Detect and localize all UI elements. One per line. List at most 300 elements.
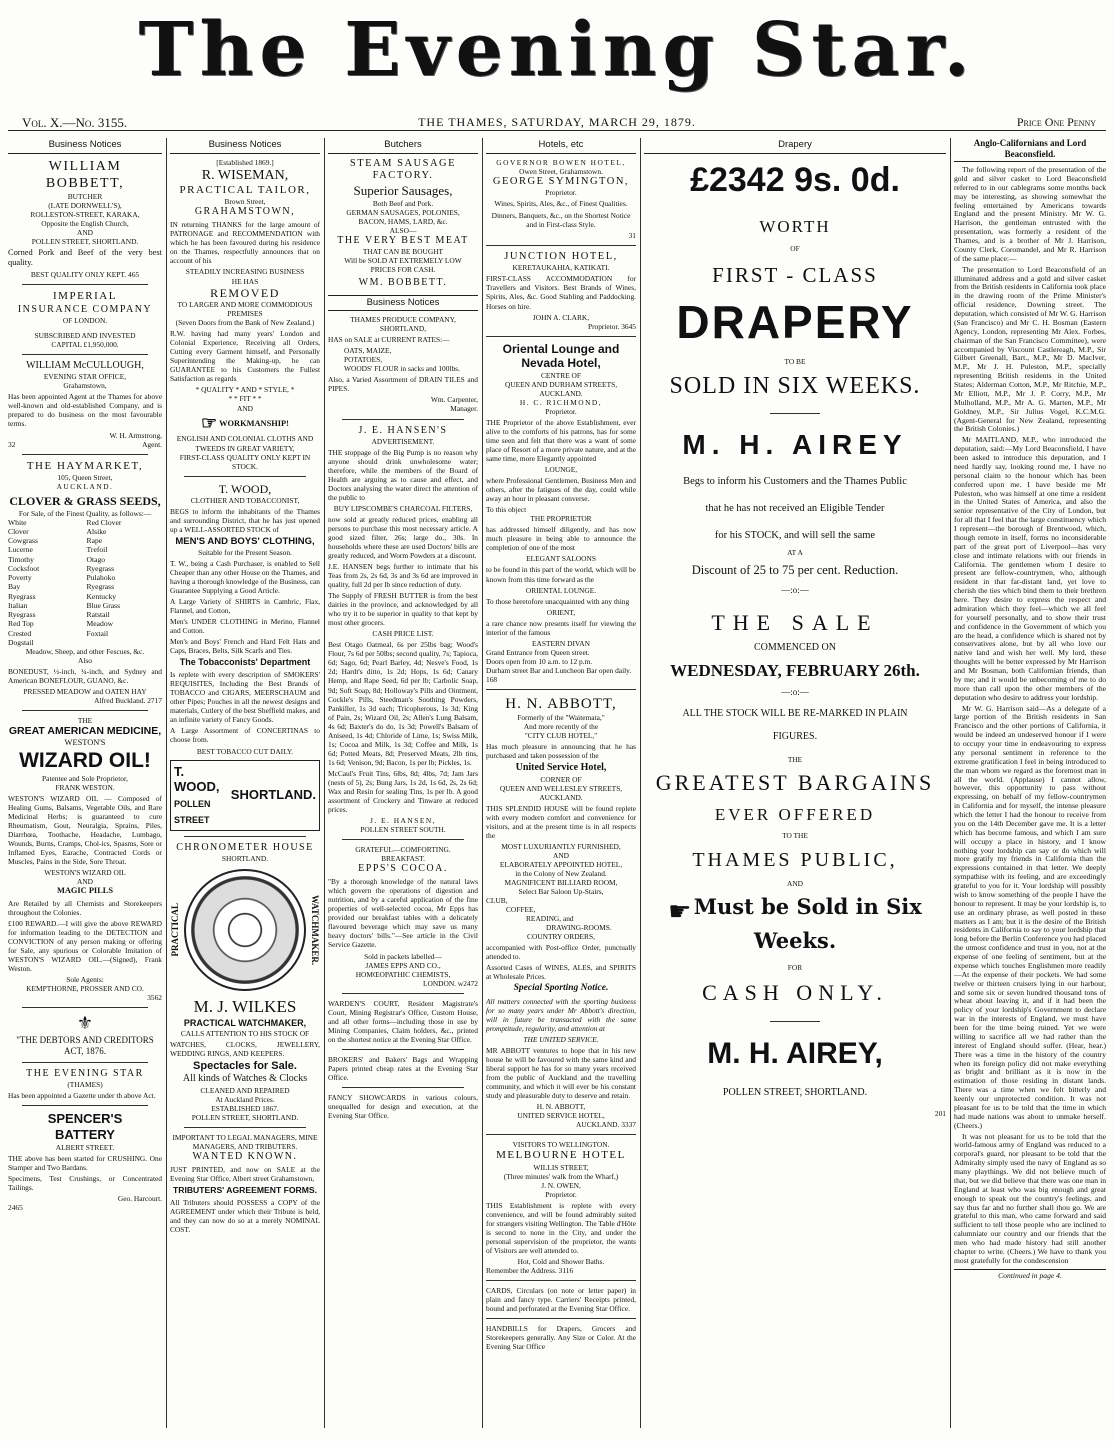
must-sell-line xyxy=(644,894,946,953)
ad-title: CASH ONLY. xyxy=(702,980,888,1006)
ad-line: for his STOCK, and will sell the same xyxy=(714,529,876,541)
ad-line: POLLEN STREET, SHORTLAND. xyxy=(722,1086,868,1098)
mcculloch-ad xyxy=(8,360,162,448)
continued-note: Continued in page 4. xyxy=(954,1269,1106,1281)
ad-body: All Tributers should POSSESS a COPY of the AGREEMENT under which their Tribute is held, and they can now do so at a merely NOMINAL COST. xyxy=(170,1197,320,1234)
section-heading: Drapery xyxy=(644,138,946,154)
ad-line: GRAHAMSTOWN, xyxy=(194,206,296,218)
seed-list-right xyxy=(87,518,162,648)
ad-line: At Auckland Prices. xyxy=(215,1094,275,1104)
ad-title: GREATEST BARGAINS xyxy=(655,769,935,795)
hansen-ad xyxy=(328,425,478,835)
ad-line: J. E. HANSEN, xyxy=(369,815,437,825)
ad-body: WATCHES, CLOCKS, JEWELLERY, WEDDING RINGS, AND KEEPERS. xyxy=(170,1039,320,1058)
ad-line: [Established 1869.] xyxy=(216,157,274,167)
ad-line: PRESSED MEADOW and OATEN HAY xyxy=(23,687,147,697)
ad-line: DRAWING-ROOMS. xyxy=(546,923,612,932)
ad-line: WOODS' FLOUR in sacks and 100lbs. xyxy=(344,364,460,374)
ad-line: * * FIT * * xyxy=(228,394,262,404)
ad-line: JOHN A. CLARK, xyxy=(532,312,590,322)
ad-title: United Service Hotel, xyxy=(515,762,607,774)
ad-body: Has been appointed Agent at the Thames for above well-known and old-established Company, and is prepared to do business on the most favourable terms. xyxy=(8,392,162,429)
ad-line: QUEEN AND WELLESLEY STREETS, xyxy=(499,783,623,793)
ad-title: EPPS'S COCOA. xyxy=(358,863,448,875)
ad-line: EVENING STAR OFFICE, xyxy=(43,372,127,382)
ad-body: THE above has been started for CRUSHING. One Stamper and Two Bardans. xyxy=(8,1153,162,1172)
ad-title: WIZARD OIL! xyxy=(19,749,151,773)
ad-line: Owen Street, Grahamstown. xyxy=(519,166,603,176)
ad-title: SOLD IN SIX WEEKS. xyxy=(669,372,921,399)
ad-line: Proprietor. xyxy=(545,406,577,416)
ad-line: Durham street Bar and Luncheon Bar open daily. 168 xyxy=(486,665,632,684)
ad-line: CLOTHIER AND TOBACCONIST, xyxy=(190,496,300,506)
pointing-hand-icon: ☞ xyxy=(201,412,218,433)
spencer-battery-ad xyxy=(8,1111,162,1212)
ad-line: EASTERN DIVAN xyxy=(532,638,590,648)
ad-line: Remember the Address. 3116 xyxy=(486,1265,574,1275)
ad-line: KERETAUKAHIA, KATIKATI. xyxy=(512,263,610,273)
ad-line: Begs to inform his Customers and the Thames Public xyxy=(683,475,907,487)
ad-line: POLLEN STREET SOUTH. xyxy=(360,824,446,834)
ad-line: CLUB, xyxy=(486,895,508,905)
ad-number: 201 xyxy=(934,1108,946,1118)
article-paragraph: Mr MAITLAND, M.P., who introduced the deputation, said:—My Lord Beaconsfield, I have been asked to introduce this deputation, and I need hardly say, looking round me, I have no personal claim to the honour which has been conferred upon me. I have beside me Mr Puleston, who was himself at one time a resident in the United States of America, and also the senior representative of the City of London, but for all that I feel that the large constituency which I represent—the borough of Brentwood, which, though remote in itself, forms no inconsiderable part of the great port of Liverpool—has very close and intimate relations with our friends in California. The gentlemen whom I desire to present are fellow-countrymen, who, although resident in that far-distant land, yet love to cherish the ties which bind them to their brethren here. They desire to express the respect and admiration which they feel—which we all feel for yourself personally, and to show their trust and confidence in the Government of which you are the head, a confidence which is shared not by conservatives alone, but by all who love our native land and wish her well. My lord, these thoughts will be better expressed by Mr Harrison and Mr Bosman, both Californian friends, than by me; and it would be unbecoming of me to do more than call upon the other members of the deputation who desire to address your lordship. xyxy=(954,435,1106,702)
ad-line: AUCKLAND. 3337 xyxy=(576,1120,636,1130)
ad-line: Opposite the English Church, xyxy=(41,218,129,228)
ad-title: M. J. WILKES xyxy=(193,997,297,1017)
ad-title: CHRONOMETER HOUSE xyxy=(176,841,314,853)
ad-title: "THE DEBTORS AND CREDITORS xyxy=(16,1035,154,1045)
ad-line: Sole Agents: xyxy=(66,974,104,984)
ad-body: J.E. HANSEN begs further to intimate that his Teas from 2s, 2s 6d, 3s and 3s 6d are improved in quality, full 2d per lb since reduction of duty. xyxy=(328,562,478,590)
ad-line: Grahamstown, xyxy=(63,381,107,391)
ad-line: H. N. ABBOTT, xyxy=(536,1102,586,1112)
section-heading: Butchers xyxy=(328,138,478,154)
ad-line: CLEANED AND REPAIRED xyxy=(200,1085,290,1095)
ad-title: CLOVER & GRASS SEEDS, xyxy=(9,494,161,509)
ad-body: Is replete with every description of SMOKERS' REQUISITES, Including the Best Brands of TOBACCO and CIGARS, MEERSCHAUM and other Pipes; Pouches in all the newest designs and materials, Cutlery of the best Sheffield makes, and an infinite variety of Fancy Goods. xyxy=(170,670,320,725)
ad-line: AUCKLAND. xyxy=(539,388,583,398)
ad-line: AND xyxy=(552,850,569,860)
ad-line: THAT CAN BE BOUGHT xyxy=(362,247,444,257)
ad-number: 3562 xyxy=(147,993,162,1003)
ad-body: Men's and Boys' French and Hard Felt Hats and Caps, Braces, Belts, Silk Scarfs and Ties. xyxy=(170,637,320,656)
printing-notice: CARDS, Circulars (on note or letter paper) in plain and fancy type. Carriers' Receipts printed, bound and perforated at the Evening Star Office. xyxy=(486,1286,636,1314)
ad-line: BEST QUALITY ONLY KEPT. 465 xyxy=(30,270,140,280)
section-heading: Business Notices xyxy=(170,138,320,154)
ad-line: Also, a Varied Assortment of DRAIN TILES and PIPES. xyxy=(328,375,478,394)
haymarket-ad xyxy=(8,460,162,706)
ad-line: (LATE DORNWELL'S), xyxy=(48,200,122,210)
ad-body: Specimens, Test Crushings, or Concentrated Tailings. xyxy=(8,1174,162,1193)
ad-line: BUTCHER xyxy=(67,191,103,201)
ad-line: Meadow, Sheep, and other Fescues, &c. xyxy=(25,647,145,657)
ad-line: Proprietor. 3645 xyxy=(587,321,636,331)
ad-line: 105, Queen Street, xyxy=(57,472,113,482)
ad-body: WESTON'S WIZARD OIL — Composed of Healing Gums, Balsams, Vegetable Oils, and Rare Medicinal Herbs; is guaranteed to cure Rheumatism, Gout, Neuralgia, Sprains, Piles, Diarrhœa, Toothache, Headache, Lumbago, Wounds, Burns, Cramps, Chol-ics, Spasms, Sore or Inflamed Eyes, Earache, Contracted Cords or Muscles, Pains in the Side, Sore Throat. xyxy=(8,794,162,867)
ad-line: GRATEFUL—COMFORTING. xyxy=(355,845,451,855)
ad-line: FIRST-CLASS QUALITY ONLY KEPT IN STOCK. xyxy=(179,452,311,471)
ad-line: ADVERTISEMENT. xyxy=(371,436,435,446)
ad-line: READING, and xyxy=(526,913,574,923)
ad-title: SPENCER'S xyxy=(47,1111,123,1127)
ad-signature: M. H. AIREY, xyxy=(707,1037,883,1071)
ad-line: OF LONDON. xyxy=(62,316,108,326)
seed-item: Rape xyxy=(86,536,103,546)
ad-line: VISITORS TO WELLINGTON. xyxy=(512,1140,610,1150)
ad-title: MEN'S AND BOYS' CLOTHING, xyxy=(175,536,315,548)
ad-title: THE SALE xyxy=(711,609,879,635)
ad-line: TO THE xyxy=(782,831,808,841)
ad-line: BONEDUST, ½-inch, ¼-inch, and Sydney and American BONEFLOUR, GUANO, &c. xyxy=(8,667,162,686)
ad-line: Grand Entrance from Queen street. xyxy=(486,647,590,657)
ad-line: JAMES EPPS AND CO., xyxy=(365,960,441,970)
ad-line: POLLEN STREET, SHORTLAND. xyxy=(31,236,139,246)
seed-item: Timothy xyxy=(8,554,34,564)
ad-line: SHORTLAND. xyxy=(221,854,269,864)
ad-line: BACON, HAMS, LARD, &c. xyxy=(358,217,448,227)
ad-line: W. H. Armstrong, xyxy=(109,430,162,440)
ad-line: ALL THE STOCK WILL BE RE-MARKED IN PLAIN xyxy=(682,708,908,720)
ad-number: 31 xyxy=(628,230,636,240)
seed-item: Poverty Bay Ryegrass xyxy=(8,573,36,601)
ad-body: THIS SPLENDID HOUSE will be found replete with every modern comfort and convenience for visitors, and at the present time is in all respects the xyxy=(486,803,636,840)
volume-number: Vol. X.—No. 3155. xyxy=(22,115,128,130)
wood-ad xyxy=(170,482,320,831)
ad-line: (Three minutes' walk from the Wharf,) xyxy=(503,1171,619,1181)
ad-line: WORKMANSHIP! xyxy=(219,418,289,428)
ad-line: STEADILY INCREASING BUSINESS xyxy=(185,267,305,277)
column-2 xyxy=(170,138,320,1428)
ad-title: R. WISEMAN, xyxy=(201,167,289,183)
sale-price: £2342 9s. 0d. xyxy=(690,160,900,199)
ad-title: IMPORTANT TO LEGAL MANAGERS, MINE MANAGERS, AND TRIBUTERS. xyxy=(172,1132,318,1151)
ad-line: AND xyxy=(76,877,93,887)
seed-list-left xyxy=(8,518,83,648)
ad-line: Patentee and Sole Proprietor, xyxy=(42,774,128,784)
wilkes-ad xyxy=(170,842,320,1122)
ad-body: "By a thorough knowledge of the natural laws which govern the operations of digestion and nutrition, and by a careful application of the fine properties of well-selected cocoa, Mr Epps has provided our breakfast tables with a delicately flavoured beverage which may save us many heavy doctors' bills."—See article in the Civil Service Gazette. xyxy=(328,877,478,950)
ad-line: MOST LUXURIANTLY FURNISHED, xyxy=(501,841,621,851)
ad-body: where Professional Gentlemen, Business Men and others, after the fatigues of the day, could while away an hour in pleasant converse. xyxy=(486,476,636,504)
ad-line: THE UNITED SERVICE. xyxy=(523,1034,599,1044)
ad-line: PRACTICAL WATCHMAKER, xyxy=(183,1017,307,1028)
ad-line: Proprietor. xyxy=(545,1189,577,1199)
ad-line: Formerly of the "Waitemata," xyxy=(517,713,605,723)
ad-line: HE HAS xyxy=(231,276,259,286)
dateline xyxy=(8,112,1106,131)
ad-line: POTATOES, xyxy=(344,355,383,365)
seed-item: Ratstail xyxy=(86,610,110,620)
article-paragraph: The presentation to Lord Beaconsfield of an illuminated address and a gold and silver casket from the British residents in California took place in the drawing room of the Prime Minister's official residence, Downing street. The deputation, which consisted of Mr W. G. Harrison (San Francisco) and Mr C. H. Bosman (Eastern Agency, London, representing Mr Alex. Forbes, chairman of the San Francisco Committee), were accompanied by Viscount Castlereagh, M.P., Sir Gilbert Greenall, Bart., M.P., Mr D. MacIver, M.P., Mr J. H. Puleston, M.P., specially representing British residents in the United States; Alderman Cotton, M.P., Mr Ritchie, M.P., Mr Elliott, M.P., Mr J. P. Corry, M.P., Mr Mulholland, M.P., Mr A. G. Marten, M.P., Mr Goldney, M.P., Sir Julius Vogel, K.C.M.G. (Agent-General for New Zealand, representing the British Colonies.) xyxy=(954,264,1106,434)
workmanship-line xyxy=(170,413,320,435)
ad-line: in the Colony of New Zealand. xyxy=(515,868,607,878)
ad-title: THE VERY BEST MEAT xyxy=(337,235,469,247)
ad-line: Brown Street, xyxy=(224,197,266,207)
ad-line: FRANK WESTON. xyxy=(55,783,115,793)
ad-title: Special Sporting Notice. xyxy=(513,983,609,994)
drapery-advertisement: Drapery £2342 9s. 0d. WORTH OF FIRST - CLASS DRAPERY TO BE SOLD IN SIX WEEKS. M. H. AIREY Begs to inform his Customers and the Thames Public that he has not received an Eligible Tender for his STOCK, and will sell the same AT A Discount of 25 to 75 per cent. Reduction. —:o:— THE SALE COMMENCED ON WEDNESDAY, FEBRUARY 26th. —:o:— ALL THE STOCK WILL BE RE-MARKED IN PLAIN FIGURES. THE GREATEST BARGAINS EVER OFFERED TO THE THAMES PUBLIC, AND ☛ Must be Sold in Six Weeks. FOR CASH ONLY. M. H. AIREY, POLLEN STREET, SHORTLAND. 201 xyxy=(644,138,946,1428)
ad-line: AND xyxy=(76,227,93,237)
ad-body: THE Proprietor of the above Establishment, ever alive to the comforts of his patrons, has for some time seen and felt that there was a want of some place of Resort of a more private nature, and at the same time, more Elegantly appointed xyxy=(486,418,636,464)
seed-item: Red Top xyxy=(8,619,34,629)
abbott-ad xyxy=(486,695,636,981)
seed-item: Lucerne xyxy=(8,545,33,555)
ad-line: Are Retailed by all Chemists and Storekeepers throughout the Colonies. xyxy=(8,898,162,917)
epps-cocoa-ad xyxy=(328,845,478,988)
ad-line: ELEGANT SALOONS xyxy=(526,554,596,564)
melbourne-hotel-ad xyxy=(486,1140,636,1275)
ad-title: THAMES PRODUCE COMPANY, xyxy=(350,315,456,325)
ad-body: To those heretofore unacquainted with any thing xyxy=(486,596,630,606)
ad-line: Agent. xyxy=(142,439,162,449)
ad-body: has addressed himself diligently, and has now much pleasure in being able to announce the completion of one of the most xyxy=(486,525,636,553)
ad-line: CALLS ATTENTION TO HIS STOCK OF xyxy=(180,1028,310,1038)
sausage-factory-ad xyxy=(328,158,478,290)
ad-line: THE xyxy=(77,716,93,726)
ad-body: The Supply of FRESH BUTTER is from the best dairies in the province, and acknowledged by all who try it to be superior in quality to that kept by most other grocers. xyxy=(328,591,478,628)
ad-body: Men's UNDER CLOTHING in Merino, Flannel and Cotton. xyxy=(170,617,320,636)
ad-line: LOUNGE, xyxy=(544,465,578,475)
ad-title: THAMES PUBLIC, xyxy=(692,849,898,872)
ad-body: £100 REWARD.—I will give the above REWARD for information leading to the DETECTION and CONVICTION of any person making or offering for Sale, any spurious or Colorable Imitation of WESTON'S WIZARD OIL.—(Signed), Frank Weston. xyxy=(8,918,162,973)
ad-line: CAPITAL £1,950,000. xyxy=(51,340,119,350)
article-body xyxy=(954,166,1106,1266)
ad-line: GERMAN SAUSAGES, POLONIES, xyxy=(346,208,460,218)
ad-line: Also xyxy=(78,656,92,666)
ad-title: JUNCTION HOTEL, xyxy=(504,250,618,262)
ad-body: Has much pleasure in announcing that he has purchased and taken possession of the xyxy=(486,742,636,761)
ad-title: REMOVED xyxy=(210,285,280,300)
ad-line: SHORTLAND, xyxy=(379,324,427,334)
sporting-notice xyxy=(486,983,636,1129)
ad-line: Will be SOLD AT EXTREMELY LOW xyxy=(344,256,462,266)
ad-body: Assorted Cases of WINES, ALES, and SPIRITS at Wholesale Prices. xyxy=(486,963,636,982)
ad-title: Must be Sold in Six Weeks. xyxy=(693,893,922,953)
ad-line: Doors open from 10 a.m. to 12 p.m. xyxy=(486,656,593,666)
ad-line: Alfred Buckland. 2717 xyxy=(94,696,162,706)
ad-line: J. N. OWEN, xyxy=(541,1180,581,1190)
ad-title: MELBOURNE HOTEL xyxy=(496,1149,626,1162)
governor-bowen-ad xyxy=(486,158,636,240)
ad-line: BREAKFAST. xyxy=(381,854,425,864)
ad-body: JUST PRINTED, and now on SALE at the Evening Star Office, Albert street Grahamstown, xyxy=(170,1164,320,1183)
section-heading: Business Notices xyxy=(328,295,478,312)
wood-box xyxy=(170,760,320,831)
article-paragraph: It was not pleasant for us to be told that the world-famous army of England was reduced to a corporal's guard, nor pleasant to be told that the Admiralty simply used the navy of England as so many playthings. We did not believe much of that, but we did believe that there was one man in England at least who was big enough and great enough to speak out the country's feelings, and say thus far and no further shall thou go. We are grateful to this man, who came forward and said sufficient to tell those people who are inclined to calumniate our country and our friends that the men who had made history had still another chapter to write. (Cheers.) We have to thank you most gratefully for the condescension xyxy=(954,1131,1106,1265)
ad-line: "CITY CLUB HOTEL," xyxy=(524,731,598,741)
printing-notice: HANDBILLS for Drapers, Grocers and Storekeepers generally. Any Size or Color. At the Evening Star Office xyxy=(486,1324,636,1352)
ad-line: POLLEN STREET, SHORTLAND. xyxy=(191,1112,299,1122)
section-heading: Business Notices xyxy=(8,138,162,154)
article-title: Anglo-Californians and Lord Beaconsfield. xyxy=(954,138,1106,162)
ad-title: Oriental Lounge and xyxy=(502,341,620,356)
ad-line: THE xyxy=(787,754,803,764)
article-column xyxy=(954,138,1106,1428)
printing-notice: FANCY SHOWCARDS in various colours, unequalled for design and execution, at the Evening Star Office. xyxy=(328,1092,478,1120)
ad-body: MR ABBOTT ventures to hope that in his new house he will be favoured with the same kind and liberal support he has for so many years received from the public of Auckland and the travelling community, and which it will ever be his constant study and pleasurable duty to deserve and retain. xyxy=(486,1045,636,1101)
ad-line: HOMŒOPATHIC CHEMISTS, xyxy=(355,969,451,979)
ad-title: DRAPERY xyxy=(676,296,914,349)
ad-line: ORIENTAL LOUNGE. xyxy=(525,585,597,595)
ad-line: TO LARGER AND MORE COMMODIOUS PREMISES xyxy=(177,300,313,319)
ad-line: COFFEE, xyxy=(506,904,536,914)
wizard-oil-ad xyxy=(8,716,162,1002)
ad-title: T. WOOD, xyxy=(174,763,220,795)
ad-title: J. E. HANSEN'S xyxy=(358,424,448,436)
ad-line: OATS, MAIZE, xyxy=(344,346,392,356)
ad-title: THE HAYMARKET, xyxy=(26,459,144,472)
ad-title: CASH PRICE LIST. xyxy=(372,629,434,639)
ad-body: THIS Establishment is replete with every convenience, and will be found admirably suited for strangers visiting Wellington. The Table d'Hôte is second to none in the City, and under the personal supervision of the proprietor, the wants of Visitors are well attended to. xyxy=(486,1200,636,1255)
printing-notice: WARDEN'S COURT, Resident Magistrate's Court, Mining Registrar's Office, Custom House, and all other forms—including those in use by Mining Companies, Claim holders, &c., printed on the shortest notice at the Evening Star Office. xyxy=(328,998,478,1044)
oriental-lounge-ad xyxy=(486,342,636,684)
ad-line: Sold in packets labelled— xyxy=(364,951,442,961)
article-paragraph: The following report of the presentation of the gold and silver casket to Lord Beaconsfield referred to in our cablegrams some months back may be interesting, as showing somewhat the feeling entertained by Americans towards England and the present Ministry. Mr W. G. Harrison, the gentleman entrusted with the presentation, was formerly a resident of the Thames, and is a brother of Mr J. Harrison, County Clerk, Coromandel, and Mr R. Harrison of the same place:— xyxy=(954,165,1106,263)
seed-item: Otago Ryegrass xyxy=(86,554,115,573)
ad-title: INSURANCE COMPANY xyxy=(17,303,153,315)
ad-line: (THAMES) xyxy=(67,1080,103,1090)
price: Price One Penny xyxy=(1016,115,1096,129)
ad-title: GREAT AMERICAN MEDICINE, xyxy=(8,725,162,738)
ad-title: PRACTICAL TAILOR, xyxy=(179,183,311,196)
ad-line: WILLIS STREET, xyxy=(533,1162,589,1172)
seed-item: Cowgrass xyxy=(8,536,38,546)
article-paragraph: Mr W. G. Harrison said—As a delegate of a large portion of the British residents in San Francisco and the other portions of California, it would be indeed an undeserved honour if I were to occupy your time in endeavouring to express any personal sentiment in reference to the extreme gratification I feel in being introduced to the man whom we regard as the foremost man in all the world. (Applause) I cannot allow, however, this opportunity to pass without expressing, on behalf of my fellow-countrymen in California and for myself, the intense pleasure which the letter I had the honour to receive from you on the 14th December gave me. It is a letter which has become famous, and which I am sure will occupy a place in history, and I know nothing your lordship can say or do which will more gratify my friends in California than the expressions contained in that letter. We deeply sympathise with its feeling, and are exceedingly grateful to you for it. Your lordship will possibly wish to know something of the people I have the honour to represent. It may be your lordship is, to use an ordinary phrase, as well posted in these matters as I am; but it is the desire of the British residents in California to say to your lordship that long before the Berlin Conference you had placed the utmost confidence and trust in you, not at the expense of one feeling of sentiment, but at the expense which touches Englishmen more readily—At the expense of their pockets. We had some twelve or thirteen cruisers lying in our harbour, and some six or seven hundred thousand tons of wheat about leaving it, and if it had been the policy of your lordship's Government to declare war in the interests of England, we must have been for the time being ruined. Yet we were willing to sacrifice all we had rather than the interest of England should suffer. (Hear, hear.) There was a time in the history of the country when its foreign policy did not make everything as bright and brilliant as it is now in the estimation of those residing in distant lands. There was a time when we felt bitterly and keenly our unprotected condition. It was not pleasant for us to be told that the time in which had made nations was about to unmake herself. (Cheers.) xyxy=(954,703,1106,1130)
ad-line: COUNTRY ORDERS, xyxy=(527,932,595,942)
ad-title: MAGIC PILLS xyxy=(56,886,114,896)
ad-line: BEST TOBACCO CUT DAILY. xyxy=(196,746,294,756)
ad-line: Select Bar Saloon Up-Stairs, xyxy=(518,886,604,896)
ad-line: SHORTLAND. xyxy=(230,787,316,803)
ad-line: FIGURES. xyxy=(772,730,818,742)
ad-line: that he has not received an Eligible Tender xyxy=(705,502,885,514)
royal-arms-icon: ⚜ xyxy=(76,1013,94,1034)
ad-line: COMMENCED ON xyxy=(754,642,836,654)
column-4 xyxy=(486,138,636,1428)
ad-body: R.W. having had many years' London and Colonial Experience, Receiving all Orders, Cutting every Garment himself, and Personally Superintending the Making-up, he can GUARANTEE to his Customers the Fullest Satisfaction as regards xyxy=(170,329,320,384)
ad-line: UNITED SERVICE HOTEL, xyxy=(517,1111,605,1121)
ad-body: McCaul's Fruit Tins, 6lbs, 8d; 4lbs, 7d; Jam Jars (nests of 5), 2s; Bung Jars, 1s 2d, 1s 6d, 2s, 2s 6d; Wax and Resin for sealing Tins, 1s per lb. A good assortment of Crockery and Tinware at reduced prices. xyxy=(328,768,478,814)
ad-line: TO BE xyxy=(784,356,806,366)
ad-line: ELABORATELY APPOINTED HOTEL, xyxy=(499,859,623,869)
ad-title: Nevada Hotel, xyxy=(521,356,601,371)
ad-body: IN returning THANKS for the large amount of PATRONAGE and RECOMMENDATION with which he has been favoured during his residence on the Thames, respectfully announces that on account of his xyxy=(170,220,320,266)
ad-line: ENGLISH AND COLONIAL CLOTHS AND TWEEDS IN GREAT VARIETY, xyxy=(176,434,314,453)
ad-line: ROLLESTON-STREET, KARAKA, xyxy=(30,209,140,219)
seed-item: Meadow Foxtail xyxy=(86,619,114,638)
ad-line: To this object xyxy=(486,505,527,515)
newspaper-title: The Evening Star. xyxy=(138,7,976,93)
ad-title: GEORGE SYMINGTON, xyxy=(492,175,630,187)
ad-title: FIRST - CLASS xyxy=(712,262,878,287)
ad-line: WORTH xyxy=(759,217,831,237)
ad-line: PRICES FOR CASH. xyxy=(370,265,436,275)
ad-line: AND xyxy=(786,878,803,888)
ad-line: AUCKLAND. xyxy=(539,792,583,802)
ad-title: IMPERIAL xyxy=(53,290,117,303)
ad-body: Best Otago Oatmeal, 6s per 25lbs bag; Wood's Flour, 7s 6d per 50lbs; second quality, 7s; Tapioca, 6d; Sago, 6d; Pearl Barley, 4d; Nesve's Food, 1s 2d; Hardt's ditto, 1s 2d; Hops, 1s 6d; Canary Hemp, and Rape Seed, 6d per lb; Carbolic Soap, 9d; Soft Soap, 8d; Holloway's Pills and Ointment, Cockle's Pills, Steedman's Soothing Powders, Pankiller, 1s 3d each; Tricopherous, 1s 3d; King of Pain, 2s; Wizard Oil, 2s; Allen's Lung Balsam, 4s 6d; Baxter's do do, 1s 3d; Powell's Balsam of Aniseed, 1s 4d; Chloride of Lime, 1s; Swiss Milk, 1s; Cocoa and Milk, 1s 3d; Coffee and Milk, 1s 6d; Potted Meats, 8d; Preserved Meats, 2lb tins, 1s 6d; Venison, 9d; Bacon, 1s per lb; Pickles, 1s. xyxy=(328,640,478,767)
seed-item: Pulahoko Ryegrass xyxy=(86,573,116,592)
ad-line: Hot, Cold and Shower Baths. xyxy=(517,1256,605,1266)
ad-title: GOVERNOR BOWEN HOTEL, xyxy=(496,157,626,167)
ad-body: FIRST-CLASS ACCOMMODATION for Travellers and Visitors. Best Brands of Wines, Spirits, Ales, &c. Good Stabling and Paddocking. Horses on hire. xyxy=(486,274,636,311)
ad-title: WILLIAM BOBBETT, xyxy=(45,158,125,191)
ad-number: 32 xyxy=(8,439,16,449)
ad-line: AUCKLAND. xyxy=(56,482,114,492)
place-date: THE THAMES, SATURDAY, MARCH 29, 1879. xyxy=(418,115,696,129)
ad-title: The Tobacconists' Department xyxy=(179,657,311,668)
ad-line: Wines, Spirits, Ales, &c., of Finest Qualities. xyxy=(494,199,628,209)
pointing-hand-icon: ☛ xyxy=(668,896,692,926)
ad-line: WESTON'S WIZARD OIL xyxy=(44,868,126,878)
seed-item: Alsike xyxy=(86,526,107,536)
ad-line: CORNER OF xyxy=(540,774,582,784)
ad-line: CENTRE OF xyxy=(540,370,582,380)
ad-title: WANTED KNOWN. xyxy=(192,1150,298,1162)
ad-title: T. WOOD, xyxy=(218,481,272,496)
ad-title: M. H. AIREY xyxy=(682,428,908,460)
ad-line: WM. BOBBETT. xyxy=(358,277,448,289)
ad-line: Wm. Carpenter, xyxy=(430,395,478,405)
ad-line: QUEEN AND DURHAM STREETS, xyxy=(504,379,618,389)
ad-title: H. N. ABBOTT, xyxy=(505,695,617,712)
ad-line: LONDON. w2472 xyxy=(422,978,478,988)
section-heading: Hotels, etc xyxy=(486,138,636,154)
ad-body: All matters connected with the sporting business for so many years under Mr Abbott's direction, will in future be transacted with the same promptitude, regularity, and attention at xyxy=(486,996,636,1033)
ad-line: AT A xyxy=(787,548,803,558)
watch-icon xyxy=(184,869,306,991)
ad-line: Discount of 25 to 75 per cent. Reduction. xyxy=(691,563,899,578)
imperial-insurance-ad xyxy=(8,290,162,349)
ad-line: ALSO— xyxy=(389,226,417,236)
ad-number: 2465 xyxy=(8,1203,23,1213)
seed-item: Crested Dogstail xyxy=(8,628,34,647)
ad-body: to be found in this part of the world, which will be known from this time forward as the xyxy=(486,565,636,584)
column-1 xyxy=(8,138,162,1428)
seed-item: Trefoil xyxy=(86,545,108,555)
ad-line: ACT, 1876. xyxy=(63,1045,107,1056)
masthead xyxy=(0,0,1114,108)
ad-body: accompanied with Post-office Order, punctually attended to. xyxy=(486,943,636,962)
ad-title: BUY LIPSCOMBE'S CHARCOAL FILTERS, xyxy=(333,503,473,513)
ad-line: HAS on SALE at CURRENT RATES:— xyxy=(328,335,450,345)
ad-line: ESTABLISHED 1867. xyxy=(211,1103,279,1113)
ad-line: Both Beef and Pork. xyxy=(372,199,434,209)
ad-line: Corned Pork and Beef of the very best quality. xyxy=(8,247,162,268)
ad-title: WILLIAM McCULLOUGH, xyxy=(26,360,144,372)
ad-line: Manager. xyxy=(450,404,478,414)
seed-item: Kentucky Blue Grass xyxy=(86,591,121,610)
seed-item: Red Clover xyxy=(86,517,122,527)
ad-line: Proprietor. xyxy=(545,188,577,198)
ad-line: SUBSCRIBED AND INVESTED xyxy=(34,331,136,341)
produce-company-ad xyxy=(328,315,478,413)
seed-list xyxy=(8,518,162,648)
ad-title: STEAM SAUSAGE FACTORY. xyxy=(349,157,457,182)
bobbett-ad xyxy=(8,158,162,280)
ad-line: MAGNIFICENT BILLIARD ROOM, xyxy=(504,877,618,887)
ad-line: All kinds of Watches & Clocks xyxy=(182,1073,308,1085)
column-3 xyxy=(328,138,478,1428)
ad-line: * QUALITY * AND * STYLE, * xyxy=(195,385,295,395)
ad-title: BATTERY xyxy=(55,1127,115,1143)
ad-line: ALBERT STREET. xyxy=(55,1142,115,1152)
ad-line: Geo. Harcourt. xyxy=(117,1194,162,1204)
ad-line: POLLEN STREET xyxy=(174,799,211,826)
ad-title: WEDNESDAY, FEBRUARY 26th. xyxy=(670,660,920,680)
ad-line: THE PROPRIETOR xyxy=(530,514,592,524)
